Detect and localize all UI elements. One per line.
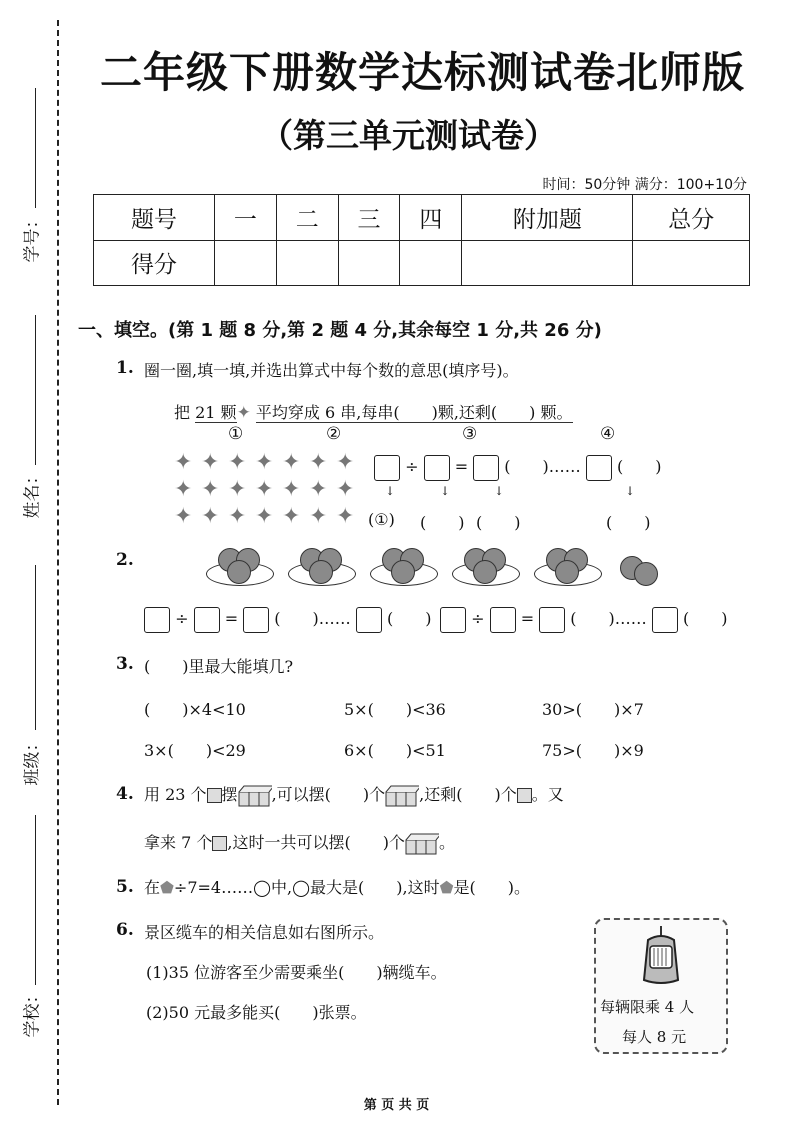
score-cell[interactable] <box>215 240 277 286</box>
q4-part: 用 23 个 <box>144 785 207 804</box>
apple-icon <box>309 560 333 584</box>
score-row-label: 得分 <box>94 240 215 286</box>
score-header-cell: 题号 <box>94 195 215 241</box>
q4-part: ,这时一共可以摆( )个 <box>227 833 405 852</box>
q1-answer[interactable]: ( ) <box>476 513 521 532</box>
answer-box[interactable] <box>473 455 499 481</box>
star-icon[interactable]: ✦ <box>174 450 193 475</box>
q2-equation-2 <box>440 606 727 633</box>
answer-box[interactable] <box>539 607 565 633</box>
circle-icon: ◯ <box>292 878 310 897</box>
q3-item: 6×( )<51 <box>344 741 446 760</box>
down-arrow-icon: ↓ <box>385 484 396 498</box>
score-header-cell: 四 <box>400 195 462 241</box>
q4-line-1 <box>144 782 564 808</box>
q1-sentence-part: 21 颗 <box>195 403 237 422</box>
q1-marker-4: ④ <box>600 424 616 444</box>
q1-number: 1. <box>116 358 134 378</box>
score-cell[interactable] <box>338 240 400 286</box>
q6-sub-1: (1)35 位游客至少需要乘坐( )辆缆车。 <box>146 963 447 982</box>
apple-icon <box>555 560 579 584</box>
q2-eq-op: = <box>520 609 535 628</box>
q1-answer[interactable]: ( ) <box>420 513 465 532</box>
q1-sentence-part: 平均穿成 6 串 <box>255 403 357 422</box>
answer-box[interactable] <box>652 607 678 633</box>
score-header-cell: 总分 <box>633 195 750 241</box>
q2-eq-op: ( ) <box>682 609 728 628</box>
answer-box[interactable] <box>440 607 466 633</box>
score-table-score-row <box>94 240 750 286</box>
apple-icon <box>473 560 497 584</box>
q2-eq-op: ( )…… <box>570 609 647 628</box>
pentagon-icon: ⬟ <box>160 878 174 897</box>
school-line <box>35 815 36 985</box>
section-1-title: 一、填空。(第 1 题 8 分,第 2 题 4 分,其余每空 1 分,共 26 分) <box>78 320 602 341</box>
q4-part: 。又 <box>531 785 564 804</box>
q2-eq-op: = <box>224 609 239 628</box>
score-table <box>93 194 750 286</box>
star-icon[interactable]: ✦ <box>174 504 193 529</box>
q6-text: 景区缆车的相关信息如右图所示。 <box>144 923 385 942</box>
star-icon[interactable]: ✦ <box>282 477 301 502</box>
class-line <box>35 565 36 730</box>
pentagon-icon: ⬟ <box>439 878 454 897</box>
score-header-cell: 一 <box>215 195 277 241</box>
star-icon[interactable]: ✦ <box>309 477 328 502</box>
apple-icon <box>634 562 658 586</box>
q3-item: 75>( )×9 <box>542 741 644 760</box>
q3-item: 5×( )<36 <box>344 700 446 719</box>
q5-line <box>144 875 530 898</box>
apple-plate <box>534 548 600 586</box>
q1-eq-op: ( )…… <box>504 457 581 476</box>
answer-box[interactable] <box>586 455 612 481</box>
q5-part: 是( )。 <box>453 878 530 897</box>
q1-answer[interactable]: ( ) <box>606 513 651 532</box>
q4-part: 拿来 7 个 <box>144 833 213 852</box>
q6-sub-2: (2)50 元最多能买( )张票。 <box>146 1003 367 1022</box>
q2-number: 2. <box>116 550 134 570</box>
q1-sentence-part: ,还剩( ) 颗。 <box>453 403 573 422</box>
cube-stack-icon <box>385 784 419 808</box>
q3-item: ( )×4<10 <box>144 700 246 719</box>
q4-part: 摆 <box>221 785 238 804</box>
answer-box[interactable] <box>243 607 269 633</box>
star-icon[interactable]: ✦ <box>282 450 301 475</box>
name-line <box>35 315 36 465</box>
student-id-label: 学号： <box>22 211 43 263</box>
q5-part: 最大是( ),这时 <box>310 878 440 897</box>
q1-marker-1: ① <box>228 424 244 444</box>
score-cell[interactable] <box>633 240 750 286</box>
star-icon[interactable]: ✦ <box>228 477 247 502</box>
answer-box[interactable] <box>490 607 516 633</box>
star-icon[interactable]: ✦ <box>201 477 220 502</box>
star-icon[interactable]: ✦ <box>255 450 274 475</box>
page-footer: 第 页 共 页 <box>363 1098 430 1113</box>
q2-eq-op: ( ) <box>386 609 432 628</box>
down-arrow-icon: ↓ <box>440 484 451 498</box>
q1-eq-op: ÷ <box>405 457 419 476</box>
q3-text: ( )里最大能填几? <box>144 657 294 676</box>
time-info: 时间：50分钟 满分：100+10分 <box>542 177 747 193</box>
score-header-cell: 二 <box>276 195 338 241</box>
answer-box[interactable] <box>424 455 450 481</box>
q1-sentence-part: 把 <box>174 403 191 422</box>
score-cell[interactable] <box>400 240 462 286</box>
q2-eq-op: ÷ <box>471 609 485 628</box>
q4-line-2 <box>144 830 455 856</box>
cube-icon <box>207 788 222 803</box>
answer-box[interactable] <box>356 607 382 633</box>
star-icon[interactable]: ✦ <box>255 477 274 502</box>
q1-marker-3: ③ <box>462 424 478 444</box>
q3-number: 3. <box>116 654 134 674</box>
binding-dashed-line <box>57 20 59 1105</box>
page-subtitle: （第三单元测试卷） <box>260 116 557 155</box>
page-title: 二年级下册数学达标测试卷北师版 <box>100 48 746 97</box>
star-icon[interactable]: ✦ <box>282 504 301 529</box>
score-table-header-row <box>94 195 750 241</box>
cable-card-line-2: 每人 8 元 <box>622 1028 687 1046</box>
star-icon[interactable]: ✦ <box>336 477 355 502</box>
q1-text: 圈一圈,填一填,并选出算式中每个数的意思(填序号)。 <box>144 361 519 380</box>
star-icon[interactable]: ✦ <box>309 450 328 475</box>
answer-box[interactable] <box>144 607 170 633</box>
q1-sentence-part: ,每串( )颗 <box>356 403 454 422</box>
q6-number: 6. <box>116 920 134 940</box>
cube-icon <box>212 836 227 851</box>
star-icon[interactable]: ✦ <box>201 450 220 475</box>
q4-number: 4. <box>116 784 134 804</box>
q1-answer[interactable]: (①) <box>368 510 395 529</box>
q3-item: 3×( )<29 <box>144 741 246 760</box>
cable-car-info-card <box>594 918 728 1054</box>
down-arrow-icon: ↓ <box>494 484 505 498</box>
answer-box[interactable] <box>374 455 400 481</box>
cube-icon <box>517 788 532 803</box>
q4-part: 。 <box>438 833 455 852</box>
star-icon: ✦ <box>236 403 251 423</box>
student-id-line <box>35 88 36 208</box>
score-cell[interactable] <box>462 240 633 286</box>
apple-icon <box>391 560 415 584</box>
down-arrow-icon: ↓ <box>625 484 636 498</box>
q1-marker-2: ② <box>326 424 342 444</box>
cube-stack-icon <box>238 784 272 808</box>
q5-part: ÷7=4…… <box>173 878 254 897</box>
star-icon[interactable]: ✦ <box>201 504 220 529</box>
score-cell[interactable] <box>276 240 338 286</box>
cable-car-icon <box>636 926 686 988</box>
score-header-cell: 三 <box>338 195 400 241</box>
star-icon[interactable]: ✦ <box>336 450 355 475</box>
q5-part: 中, <box>271 878 293 897</box>
star-icon[interactable]: ✦ <box>336 504 355 529</box>
q1-eq-op: = <box>454 457 469 476</box>
apple-plate <box>206 548 272 586</box>
answer-box[interactable] <box>194 607 220 633</box>
school-label: 学校： <box>22 986 43 1038</box>
q2-eq-op: ( )…… <box>274 609 351 628</box>
apple-plate <box>288 548 354 586</box>
q5-part: 在 <box>144 878 161 897</box>
q5-number: 5. <box>116 877 134 897</box>
class-label: 班级： <box>22 734 43 786</box>
q4-part: ,还剩( )个 <box>419 785 517 804</box>
name-label: 姓名： <box>22 467 43 519</box>
q2-eq-op: ÷ <box>175 609 189 628</box>
q2-equation-1 <box>144 606 431 633</box>
star-icon[interactable]: ✦ <box>228 504 247 529</box>
star-icon[interactable]: ✦ <box>309 504 328 529</box>
q1-eq-op: ( ) <box>616 457 662 476</box>
star-icon[interactable]: ✦ <box>255 504 274 529</box>
cable-card-line-1: 每辆限乘 4 人 <box>600 998 695 1016</box>
score-header-cell: 附加题 <box>462 195 633 241</box>
q3-item: 30>( )×7 <box>542 700 644 719</box>
cube-stack-icon <box>405 832 439 856</box>
star-icon[interactable]: ✦ <box>228 450 247 475</box>
apple-plate <box>452 548 518 586</box>
apple-plate <box>370 548 436 586</box>
circle-icon: ◯ <box>253 878 271 897</box>
q1-equation <box>374 454 661 481</box>
apple-icon <box>227 560 251 584</box>
star-icon[interactable]: ✦ <box>174 477 193 502</box>
q1-sentence <box>174 400 573 423</box>
q4-part: ,可以摆( )个 <box>271 785 386 804</box>
